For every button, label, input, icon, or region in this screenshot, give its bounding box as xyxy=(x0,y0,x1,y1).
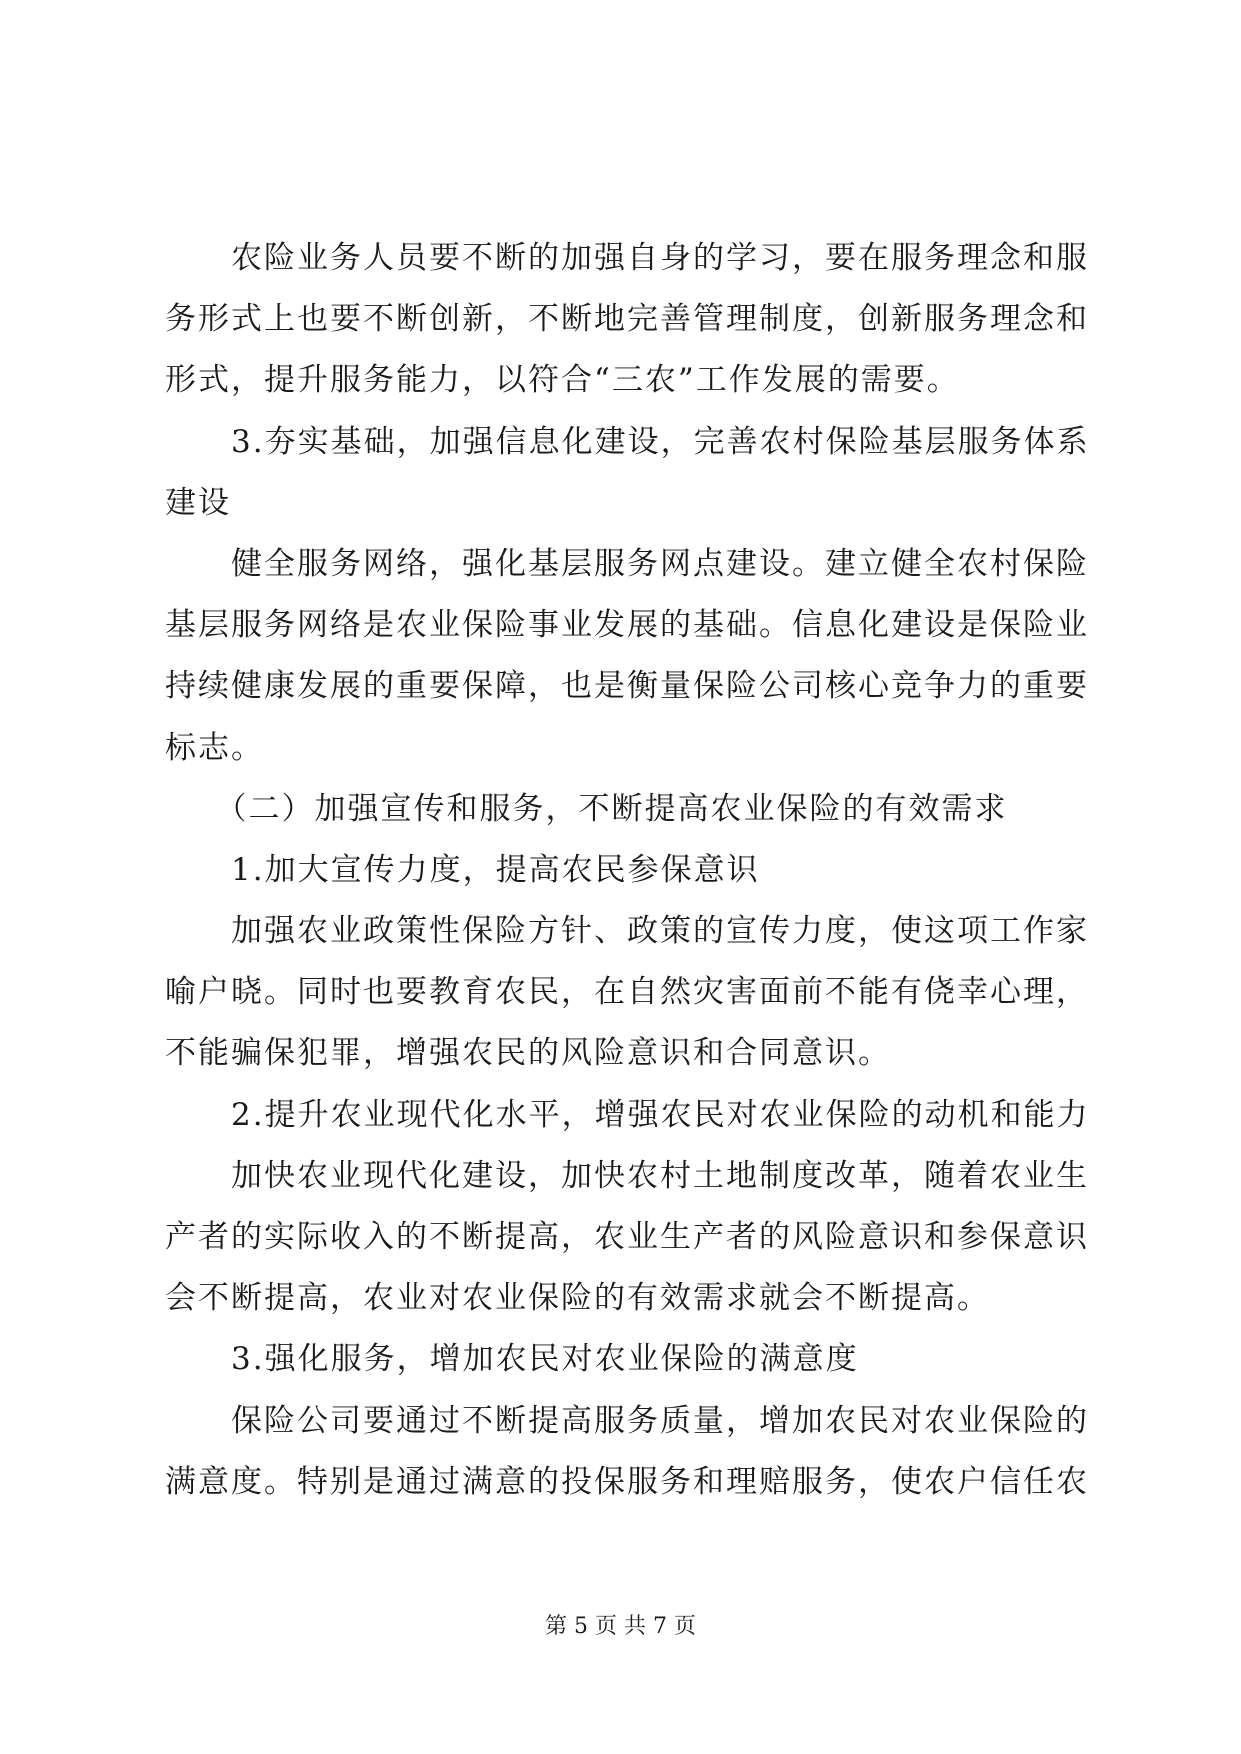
text-line: 持续健康发展的重要保障，也是衡量保险公司核心竞争力的重要 xyxy=(165,668,1089,705)
text-line: 健全服务网络，强化基层服务网点建设。建立健全农村保险 xyxy=(165,545,1089,582)
text-line: 形式，提升服务能力，以符合“三农”工作发展的需要。 xyxy=(165,362,960,399)
text-line: 满意度。特别是通过满意的投保服务和理赔服务，使农户信任农 xyxy=(165,1463,1089,1500)
subsection-heading: 1.加大宣传力度，提高农民参保意识 xyxy=(165,851,760,888)
subsection-heading: 2.提升农业现代化水平，增强农民对农业保险的动机和能力 xyxy=(165,1096,1090,1133)
text-line: 务形式上也要不断创新，不断地完善管理制度，创新服务理念和 xyxy=(165,301,1089,338)
section-heading: 建设 xyxy=(165,484,231,521)
text-line: 会不断提高，农业对农业保险的有效需求就会不断提高。 xyxy=(165,1280,990,1317)
text-line: 保险公司要通过不断提高服务质量，增加农民对农业保险的 xyxy=(165,1402,1089,1439)
subsection-heading: 3.强化服务，增加农民对农业保险的满意度 xyxy=(165,1341,859,1378)
text-line: 基层服务网络是农业保险事业发展的基础。信息化建设是保险业 xyxy=(165,607,1089,644)
text-line: 加快农业现代化建设，加快农村土地制度改革，随着农业生 xyxy=(165,1157,1089,1194)
page-footer xyxy=(0,1612,1241,1642)
text-line: 农险业务人员要不断的加强自身的学习，要在服务理念和服 xyxy=(165,240,1089,276)
text-line: 喻户晓。同时也要教育农民，在自然灾害面前不能有侥幸心理， xyxy=(165,974,1089,1011)
page-number-indicator: 第 5 页 共 7 页 xyxy=(545,1614,696,1639)
section-heading: 3.夯实基础，加强信息化建设，完善农村保险基层服务体系 xyxy=(165,423,1090,460)
text-line: 产者的实际收入的不断提高，农业生产者的风险意识和参保意识 xyxy=(165,1219,1089,1255)
section-heading: （二）加强宣传和服务，不断提高农业保险的有效需求 xyxy=(165,790,1008,827)
text-line: 不能骗保犯罪，增强农民的风险意识和合同意识。 xyxy=(165,1035,891,1072)
text-line: 加强农业政策性保险方针、政策的宣传力度，使这项工作家 xyxy=(165,913,1089,950)
body-text xyxy=(165,228,1090,1513)
text-line: 标志。 xyxy=(165,729,264,766)
